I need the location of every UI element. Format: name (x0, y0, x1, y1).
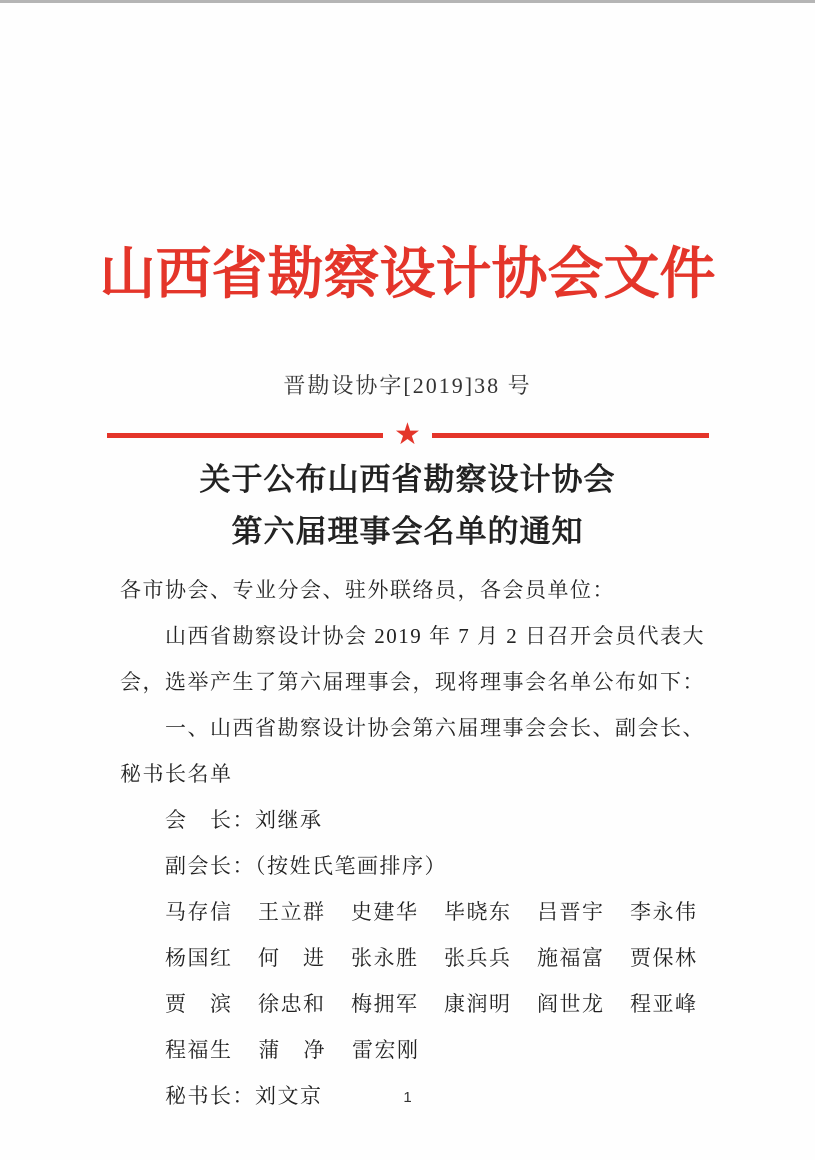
salutation: 各市协会、专业分会、驻外联络员，各会员单位： (120, 578, 615, 602)
secretary-name: 刘文京 (255, 1084, 323, 1108)
name-item: 徐忠和 (258, 992, 326, 1016)
section1-heading-line2: 秘书长名单 (120, 762, 233, 786)
name-item: 王立群 (258, 900, 326, 924)
name-item: 李永伟 (630, 900, 698, 924)
name-item: 蒲 净 (258, 1038, 326, 1062)
star-icon: ★ (394, 418, 421, 451)
name-item: 吕晋宇 (537, 900, 605, 924)
secretary-label: 秘书长： (165, 1084, 255, 1108)
notice-title-line1: 关于公布山西省勘察设计协会 (199, 462, 616, 497)
divider-line-right (432, 433, 709, 438)
name-item: 张兵兵 (444, 946, 512, 970)
name-item: 何 进 (258, 946, 326, 970)
name-item: 贾 滨 (165, 992, 233, 1016)
president-line (120, 797, 700, 843)
section1-heading-line1: 一、山西省勘察设计协会第六届理事会会长、副会长、 (165, 716, 705, 740)
page-number: 1 (403, 1089, 412, 1106)
divider-line-left (107, 433, 384, 438)
notice-title-line2: 第六届理事会名单的通知 (231, 514, 584, 549)
name-item: 程福生 (165, 1038, 233, 1062)
vice-president-names-row1 (120, 889, 700, 935)
president-name: 刘继承 (255, 808, 323, 832)
name-item: 阎世龙 (537, 992, 605, 1016)
document-number: 晋勘设协字[2019]38 号 (283, 373, 532, 398)
red-divider (107, 420, 709, 450)
name-item: 施福富 (537, 946, 605, 970)
name-item: 马存信 (165, 900, 233, 924)
vice-president-names-row2 (120, 935, 700, 981)
name-item: 贾保林 (630, 946, 698, 970)
vice-president-label: 副会长： (165, 854, 255, 878)
paragraph1-line1: 山西省勘察设计协会 2019 年 7 月 2 日召开会员代表大 (165, 624, 705, 648)
document-body (0, 567, 815, 1119)
president-label: 会 长： (165, 808, 255, 832)
vice-president-names-row4 (120, 1027, 700, 1073)
notice-title (0, 454, 815, 558)
org-header-title: 山西省勘察设计协会文件 (99, 244, 716, 306)
name-item: 梅拥军 (351, 992, 419, 1016)
name-item: 史建华 (351, 900, 419, 924)
name-item: 程亚峰 (630, 992, 698, 1016)
name-item: 康润明 (444, 992, 512, 1016)
paragraph1-line2: 会，选举产生了第六届理事会，现将理事会名单公布如下： (120, 670, 705, 694)
vice-president-names-row3 (120, 981, 700, 1027)
name-item: 杨国红 (165, 946, 233, 970)
vice-president-line (120, 843, 700, 889)
name-item: 张永胜 (351, 946, 419, 970)
name-item: 雷宏刚 (352, 1038, 420, 1062)
vice-president-note: （按姓氏笔画排序） (255, 854, 447, 878)
name-item: 毕晓东 (444, 900, 512, 924)
